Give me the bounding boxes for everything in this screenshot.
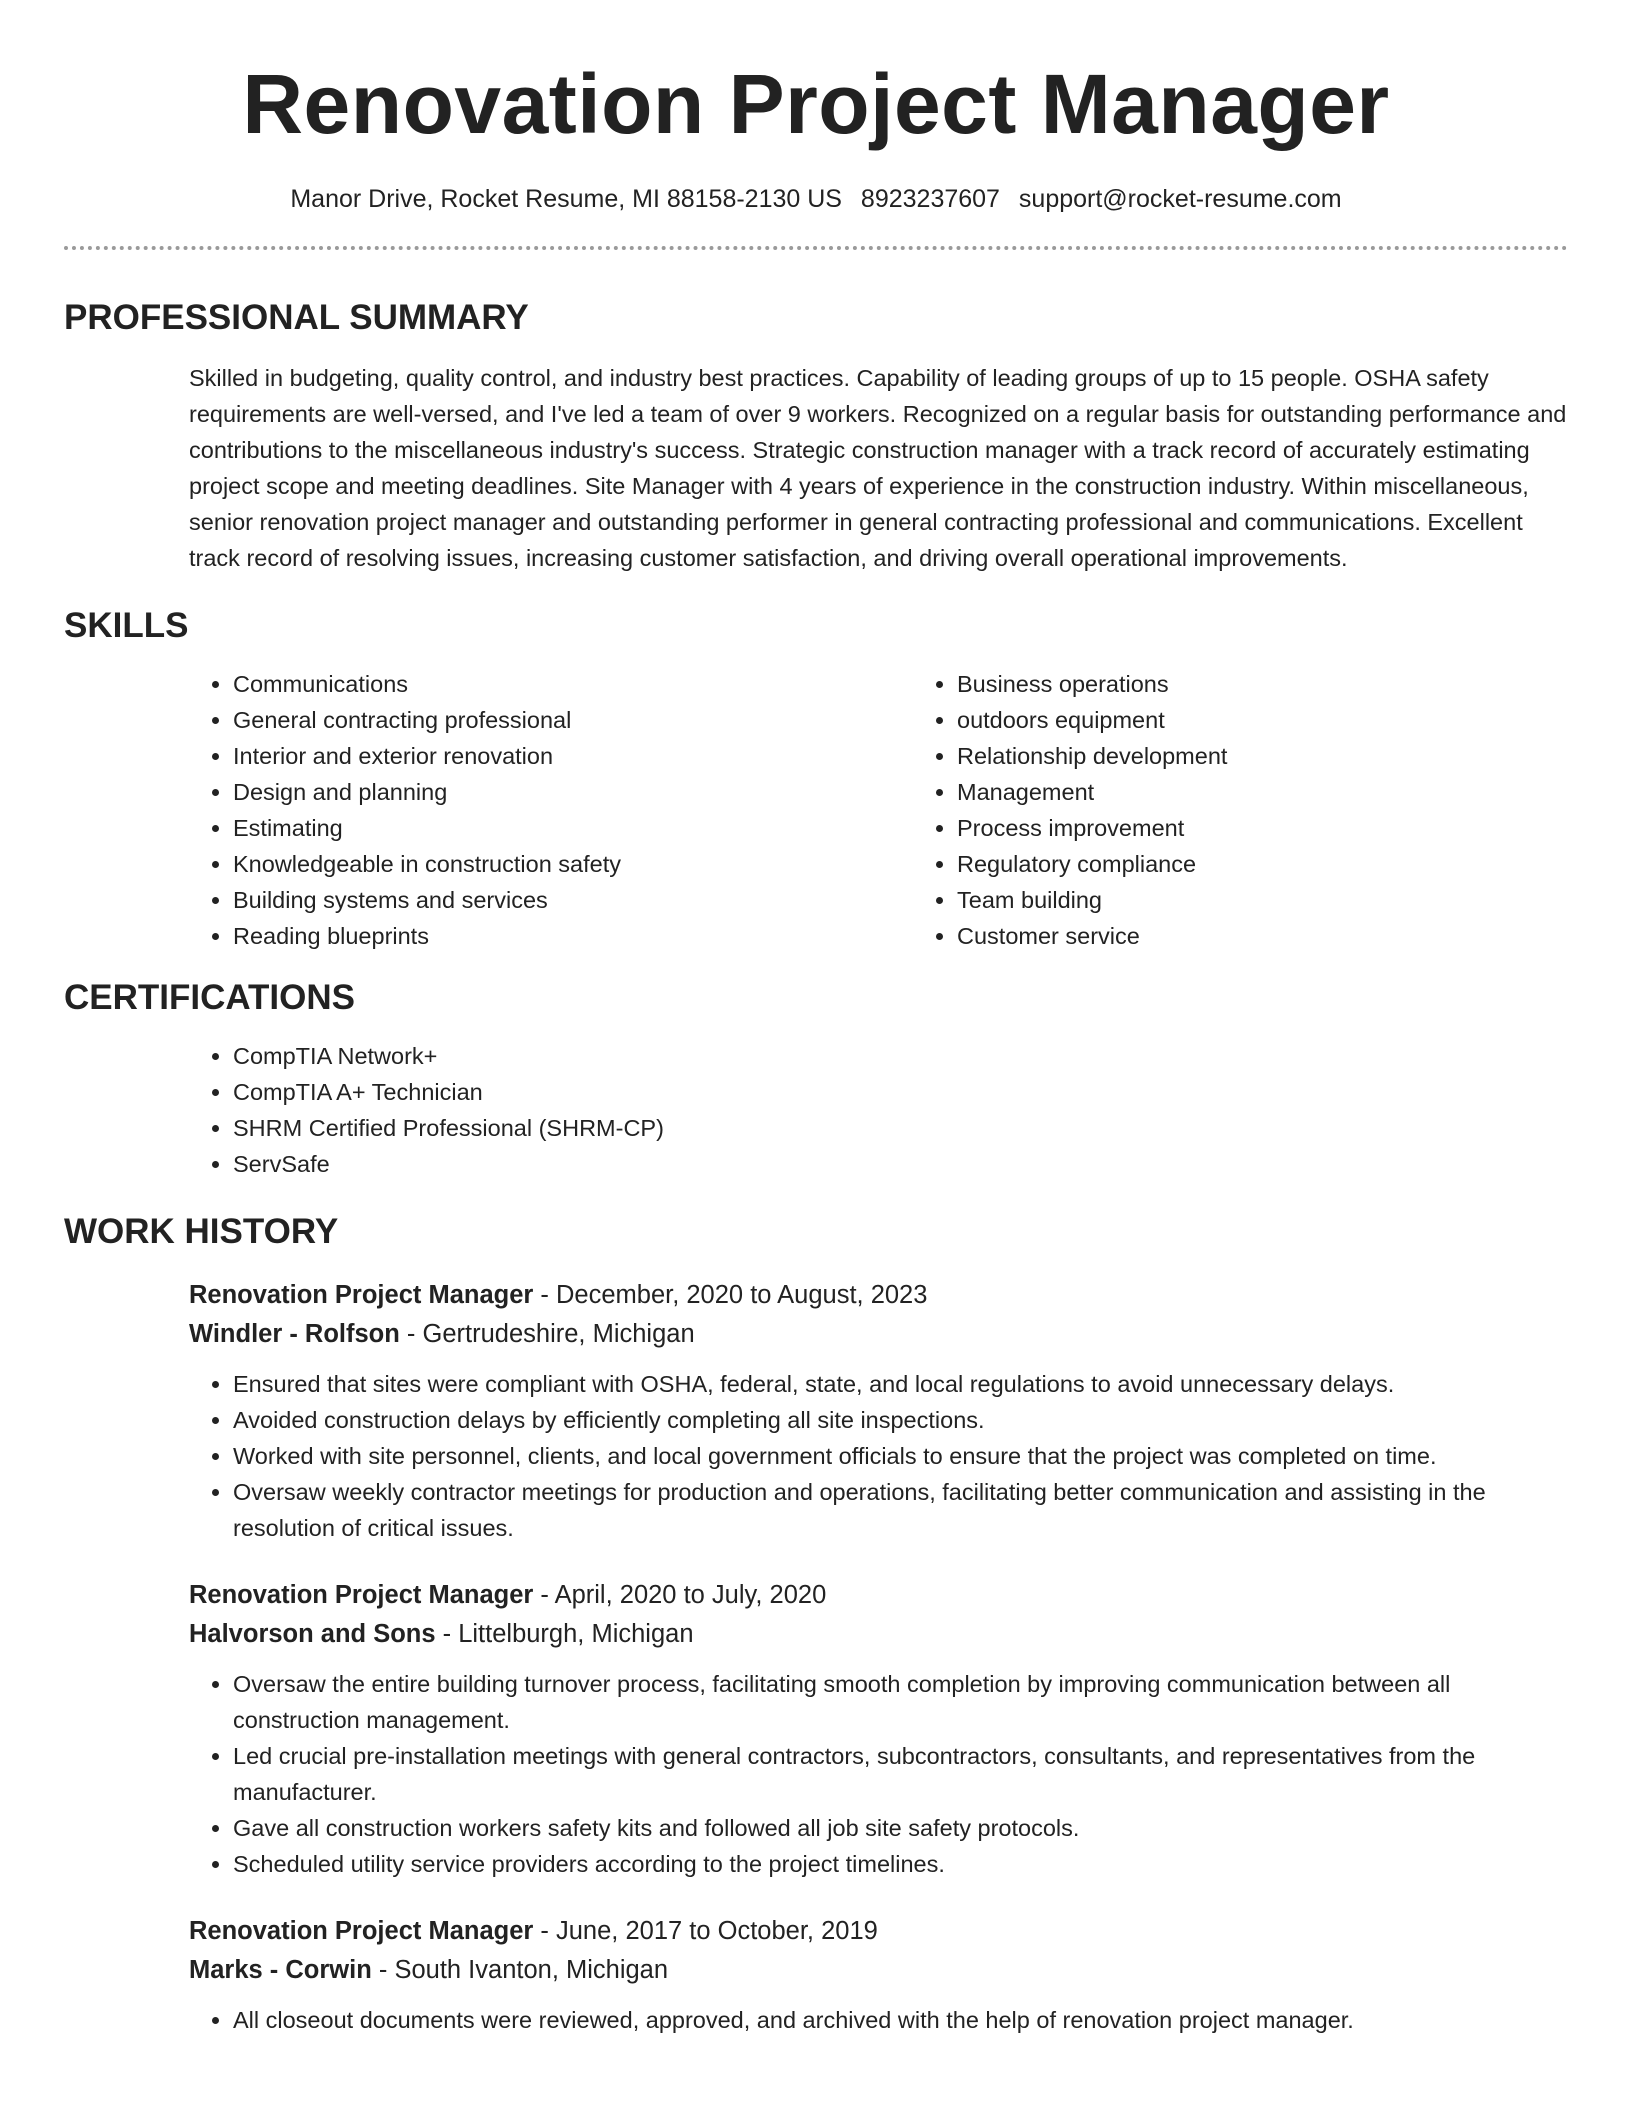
contact-phone: 8923237607	[860, 185, 1000, 213]
contact-line	[64, 182, 1568, 216]
contact-address: Manor Drive, Rocket Resume, MI 88158-2130 US	[290, 185, 842, 213]
skill-item: • Management	[957, 774, 1227, 810]
job-bullet: • Led crucial pre-installation meetings with general contractors, subcontractors, consultants, and representatives from the manufacturer.	[233, 1738, 1568, 1810]
job-bullet: • Oversaw weekly contractor meetings for production and operations, facilitating better communication and assisting in the resolution of critical issues.	[233, 1474, 1568, 1546]
skill-item: • Communications	[233, 666, 913, 702]
certifications-section	[64, 976, 1568, 1182]
skills-grid	[189, 666, 1568, 954]
job-company: Marks - Corwin	[189, 1956, 372, 1984]
header-divider	[64, 246, 1568, 250]
work-history-section	[64, 1210, 1568, 2038]
job-company-line	[189, 1615, 1568, 1654]
job-entry	[189, 1576, 1568, 1882]
skill-item: • Design and planning	[233, 774, 913, 810]
certifications-list	[189, 1038, 1568, 1182]
skill-item: • Knowledgeable in construction safety	[233, 846, 913, 882]
skills-heading: SKILLS	[64, 606, 189, 645]
contact-email: support@rocket-resume.com	[1018, 185, 1342, 213]
certification-item: • ServSafe	[233, 1146, 1568, 1182]
job-bullets	[189, 1666, 1568, 1882]
job-bullets	[189, 1366, 1568, 1546]
skill-item: • Building systems and services	[233, 882, 913, 918]
job-title-line	[189, 1276, 1568, 1315]
summary-section	[64, 296, 1568, 576]
skill-item: • outdoors equipment	[957, 702, 1227, 738]
skills-list-right	[913, 666, 1227, 954]
job-title-line	[189, 1576, 1568, 1615]
job-bullet: • Avoided construction delays by efficiently completing all site inspections.	[233, 1402, 1568, 1438]
skill-item: • Relationship development	[957, 738, 1227, 774]
job-role: Renovation Project Manager	[189, 1281, 534, 1309]
certifications-heading: CERTIFICATIONS	[64, 978, 356, 1017]
job-bullet: • Scheduled utility service providers according to the project timelines.	[233, 1846, 1568, 1882]
skill-item: • Process improvement	[957, 810, 1227, 846]
job-dates: - April, 2020 to July, 2020	[533, 1581, 827, 1609]
skill-item: • Regulatory compliance	[957, 846, 1227, 882]
skills-section	[64, 604, 1568, 954]
skill-item: • Interior and exterior renovation	[233, 738, 913, 774]
candidate-name: Renovation Project Manager	[242, 57, 1390, 151]
skill-item: • Estimating	[233, 810, 913, 846]
certifications-wrap	[189, 1038, 1568, 1182]
skills-list-left	[189, 666, 913, 954]
job-bullet: • Ensured that sites were compliant with OSHA, federal, state, and local regulations to avoid unnecessary delays.	[233, 1366, 1568, 1402]
job-location: - Gertrudeshire, Michigan	[399, 1320, 695, 1348]
skill-item: • Team building	[957, 882, 1227, 918]
job-location: - Littelburgh, Michigan	[435, 1620, 694, 1648]
job-company: Windler - Rolfson	[189, 1320, 400, 1348]
job-entry	[189, 1276, 1568, 1546]
job-company-line	[189, 1951, 1568, 1990]
certification-item: • CompTIA A+ Technician	[233, 1074, 1568, 1110]
certification-item: • SHRM Certified Professional (SHRM-CP)	[233, 1110, 1568, 1146]
job-bullet: • All closeout documents were reviewed, approved, and archived with the help of renovation project manager.	[233, 2002, 1568, 2038]
job-bullets	[189, 2002, 1568, 2038]
job-company: Halvorson and Sons	[189, 1620, 436, 1648]
job-role: Renovation Project Manager	[189, 1581, 534, 1609]
job-bullet: • Gave all construction workers safety kits and followed all job site safety protocols.	[233, 1810, 1568, 1846]
skill-item: • Business operations	[957, 666, 1227, 702]
job-bullet: • Oversaw the entire building turnover process, facilitating smooth completion by improving communication between all construction management.	[233, 1666, 1568, 1738]
job-location: - South Ivanton, Michigan	[371, 1956, 669, 1984]
skill-item: • Reading blueprints	[233, 918, 913, 954]
skill-item: • Customer service	[957, 918, 1227, 954]
job-title-line	[189, 1912, 1568, 1951]
summary-heading: PROFESSIONAL SUMMARY	[64, 298, 529, 337]
work-history-heading: WORK HISTORY	[64, 1212, 339, 1251]
job-dates: - December, 2020 to August, 2023	[533, 1281, 928, 1309]
job-company-line	[189, 1315, 1568, 1354]
job-role: Renovation Project Manager	[189, 1917, 534, 1945]
job-dates: - June, 2017 to October, 2019	[533, 1917, 878, 1945]
summary-text: Skilled in budgeting, quality control, and industry best practices. Capability of leading groups of up to 15 people. OSHA safety requirements are well-versed, and I've led a team of over 9 workers. Recognized on a regular basis for outstanding performance and contributions to the miscellaneous industry's success. Strategic construction manager with a track record of accurately estimating project scope and meeting deadlines. Site Manager with 4 years of experience in the construction industry. Within miscellaneous, senior renovation project manager and outstanding performer in general contracting professional and communications. Excellent track record of resolving issues, increasing customer satisfaction, and driving overall operational improvements.	[189, 365, 1567, 571]
certification-item: • CompTIA Network+	[233, 1038, 1568, 1074]
job-entry	[189, 1912, 1568, 2038]
skill-item: • General contracting professional	[233, 702, 913, 738]
job-bullet: • Worked with site personnel, clients, and local government officials to ensure that the project was completed on time.	[233, 1438, 1568, 1474]
